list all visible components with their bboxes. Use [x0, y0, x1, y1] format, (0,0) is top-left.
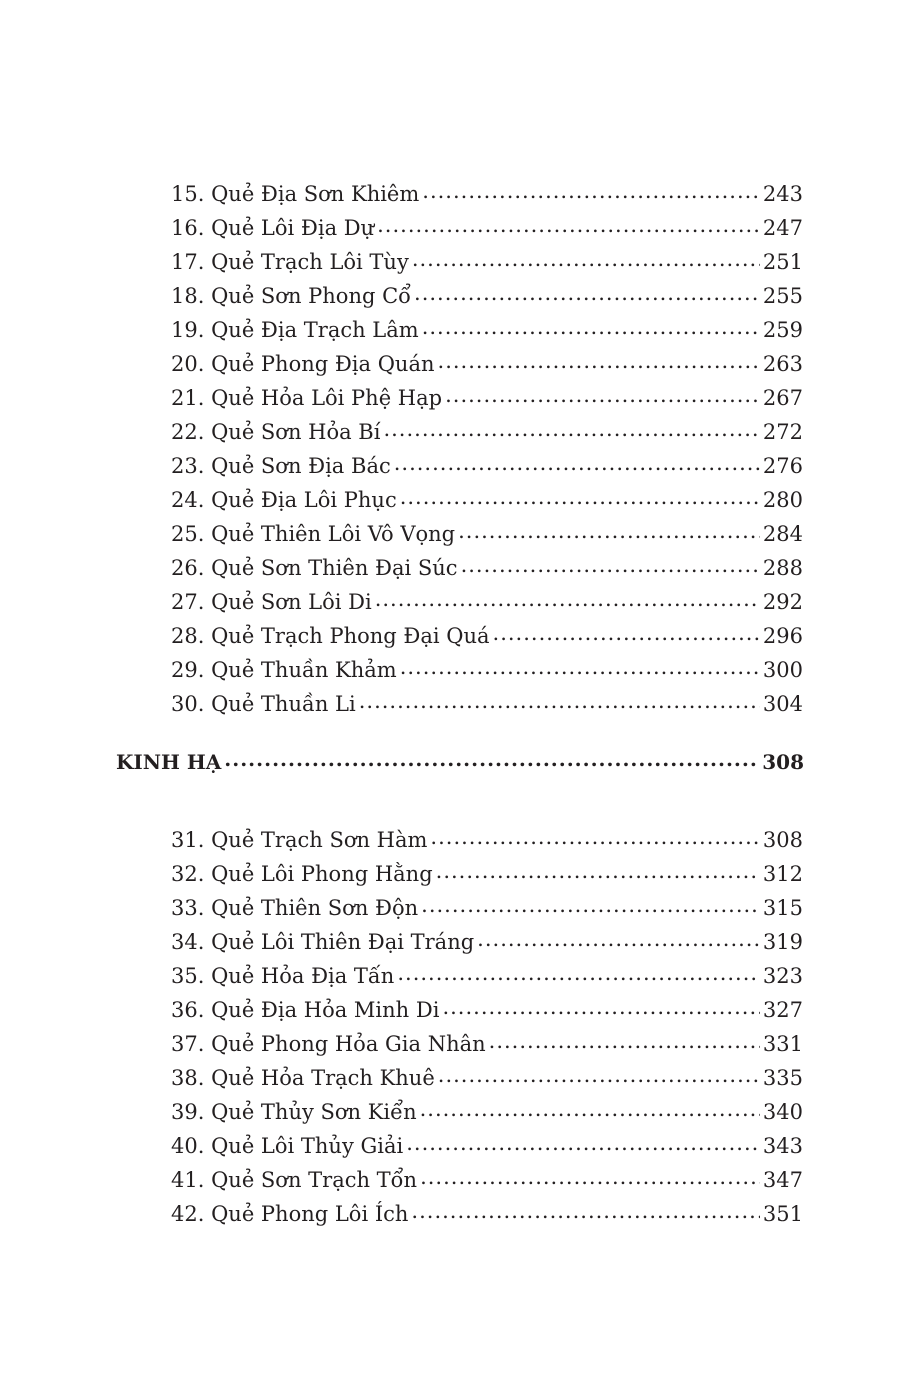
dot-leader — [445, 384, 760, 405]
toc-entry — [171, 1166, 803, 1194]
toc-entry-label: 28. Quẻ Trạch Phong Đại Quá — [171, 624, 490, 648]
toc-entry — [171, 690, 803, 718]
toc-entry-page: 284 — [762, 522, 803, 546]
toc-entry — [171, 996, 803, 1024]
dot-leader — [421, 894, 760, 915]
dot-leader — [493, 622, 760, 643]
toc-entry-label: 34. Quẻ Lôi Thiên Đại Tráng — [171, 930, 475, 954]
dot-leader — [420, 1166, 760, 1187]
toc-entry-label: 19. Quẻ Địa Trạch Lâm — [171, 318, 419, 342]
toc-entry — [171, 554, 803, 582]
toc-entry — [171, 928, 803, 956]
toc-entry-page: 331 — [762, 1032, 803, 1056]
toc-entry — [171, 452, 803, 480]
toc-entry — [171, 1030, 803, 1058]
toc-entry-page: 243 — [762, 182, 803, 206]
toc-entry-page: 267 — [762, 386, 803, 410]
dot-leader — [412, 248, 760, 269]
toc-entry — [171, 826, 803, 854]
section-heading-page: 308 — [762, 750, 804, 774]
dot-leader — [383, 418, 759, 439]
toc-entry-page: 304 — [762, 692, 803, 716]
toc-entry-page: 319 — [762, 930, 803, 954]
toc-entry — [171, 1132, 803, 1160]
toc-entry — [171, 588, 803, 616]
dot-leader — [224, 749, 759, 769]
dot-leader — [397, 962, 760, 983]
toc-entry-label: 33. Quẻ Thiên Sơn Độn — [171, 896, 419, 920]
dot-leader — [489, 1030, 760, 1051]
toc-entry-page: 335 — [762, 1066, 803, 1090]
toc-entry-label: 30. Quẻ Thuần Li — [171, 692, 356, 716]
toc-entry — [171, 1200, 803, 1228]
toc-entry-label: 26. Quẻ Sơn Thiên Đại Súc — [171, 556, 458, 580]
toc-entry-label: 18. Quẻ Sơn Phong Cổ — [171, 284, 412, 308]
dot-leader — [430, 826, 759, 847]
toc-entry-page: 296 — [762, 624, 803, 648]
toc-entry-label: 29. Quẻ Thuần Khảm — [171, 658, 397, 682]
toc-entry-label: 32. Quẻ Lôi Phong Hằng — [171, 862, 433, 886]
toc-entry-label: 42. Quẻ Phong Lôi Ích — [171, 1202, 409, 1226]
toc-entry — [171, 1098, 803, 1126]
dot-leader — [411, 1200, 759, 1221]
toc-entry-page: 351 — [762, 1202, 803, 1226]
toc-entry-label: 22. Quẻ Sơn Hỏa Bí — [171, 420, 381, 444]
toc-entry — [171, 656, 803, 684]
dot-leader — [442, 996, 759, 1017]
toc-entry-page: 300 — [762, 658, 803, 682]
dot-leader — [422, 180, 760, 201]
dot-leader — [436, 860, 760, 881]
toc-entry — [171, 860, 803, 888]
toc-entry-page: 292 — [762, 590, 803, 614]
toc-entry — [171, 350, 803, 378]
toc-entry-label: 38. Quẻ Hỏa Trạch Khuê — [171, 1066, 435, 1090]
toc-entry-label: 24. Quẻ Địa Lôi Phục — [171, 488, 397, 512]
toc-entry-page: 340 — [762, 1100, 803, 1124]
toc-entry-label: 27. Quẻ Sơn Lôi Di — [171, 590, 372, 614]
dot-leader — [377, 214, 760, 235]
toc-entry — [171, 520, 803, 548]
toc-entry-page: 323 — [762, 964, 803, 988]
toc-entry-label: 25. Quẻ Thiên Lôi Vô Vọng — [171, 522, 456, 546]
toc-entry — [171, 486, 803, 514]
toc-entry-label: 20. Quẻ Phong Địa Quán — [171, 352, 435, 376]
dot-leader — [461, 554, 760, 575]
toc-entry — [171, 418, 803, 446]
toc-entry-label: 17. Quẻ Trạch Lôi Tùy — [171, 250, 409, 274]
toc-entry — [171, 214, 803, 242]
toc-entry-page: 312 — [762, 862, 803, 886]
dot-leader — [400, 656, 760, 677]
dot-leader — [394, 452, 760, 473]
dot-leader — [400, 486, 760, 507]
toc-entry-label: 40. Quẻ Lôi Thủy Giải — [171, 1134, 404, 1158]
toc-entry-page: 251 — [762, 250, 803, 274]
toc-entry-label: 36. Quẻ Địa Hỏa Minh Di — [171, 998, 440, 1022]
toc-entry — [171, 180, 803, 208]
toc-entry-label: 21. Quẻ Hỏa Lôi Phệ Hạp — [171, 386, 443, 410]
toc-entry — [171, 384, 803, 412]
toc-entry-label: 31. Quẻ Trạch Sơn Hàm — [171, 828, 428, 852]
dot-leader — [477, 928, 760, 949]
dot-leader — [406, 1132, 760, 1153]
toc-entry-label: 16. Quẻ Lôi Địa Dự — [171, 216, 375, 240]
dot-leader — [414, 282, 760, 303]
dot-leader — [458, 520, 760, 541]
toc-entry — [171, 316, 803, 344]
toc-entry-label: 37. Quẻ Phong Hỏa Gia Nhân — [171, 1032, 486, 1056]
toc-entry-page: 308 — [762, 828, 803, 852]
dot-leader — [359, 690, 760, 711]
dot-leader — [375, 588, 760, 609]
toc-entry — [171, 1064, 803, 1092]
toc-entry-page: 272 — [762, 420, 803, 444]
toc-section-heading — [116, 748, 804, 776]
toc-entry-page: 280 — [762, 488, 803, 512]
toc-entry-page: 327 — [762, 998, 803, 1022]
toc-entry-page: 247 — [762, 216, 803, 240]
toc-entry-page: 276 — [762, 454, 803, 478]
dot-leader — [438, 350, 760, 371]
toc-entry — [171, 894, 803, 922]
toc-entry-label: 23. Quẻ Sơn Địa Bác — [171, 454, 391, 478]
toc-entry-label: 15. Quẻ Địa Sơn Khiêm — [171, 182, 420, 206]
toc-entry-label: 41. Quẻ Sơn Trạch Tổn — [171, 1168, 418, 1192]
toc-entry-page: 288 — [762, 556, 803, 580]
toc-entry-page: 347 — [762, 1168, 803, 1192]
toc-entry-label: 39. Quẻ Thủy Sơn Kiển — [171, 1100, 417, 1124]
toc-entry-page: 255 — [762, 284, 803, 308]
toc-entry — [171, 248, 803, 276]
toc-entry-page: 315 — [762, 896, 803, 920]
toc-entry — [171, 622, 803, 650]
section-heading-label: KINH HẠ — [116, 750, 222, 774]
dot-leader — [438, 1064, 760, 1085]
toc-entry-page: 263 — [762, 352, 803, 376]
toc-entry — [171, 282, 803, 310]
toc-entry — [171, 962, 803, 990]
dot-leader — [420, 1098, 760, 1119]
toc-entry-page: 343 — [762, 1134, 803, 1158]
toc-entry-page: 259 — [762, 318, 803, 342]
toc-entry-label: 35. Quẻ Hỏa Địa Tấn — [171, 964, 395, 988]
dot-leader — [422, 316, 760, 337]
